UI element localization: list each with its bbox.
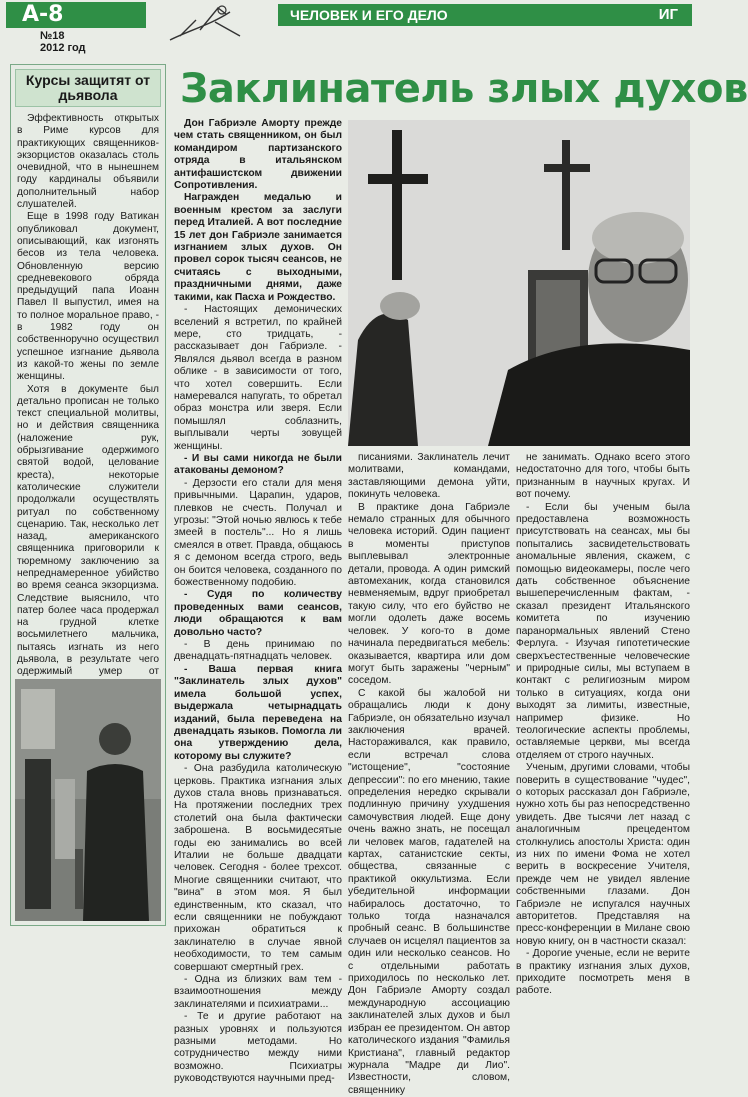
- article-lead-column: [174, 118, 342, 1085]
- issue-number: №18: [40, 30, 65, 42]
- header-sketch-image: [160, 0, 260, 46]
- rubric-title: ЧЕЛОВЕК И ЕГО ДЕЛО: [290, 7, 448, 23]
- sidebar-paragraph: Еще в 1998 году Ватикан опубликовал документ, описывающий, как изгонять бесов из тела человека. Обновленную версию средневекового обряда предыдущий папа Иоанн Павел II выпустил, имея на то полное моральное право, - в 1982 году он собственноручно осуществил успешное изгнание дьявола из какой-то жены по земле женщины.: [17, 211, 159, 383]
- article-paragraph: С какой бы жалобой ни обращались люди к дону Габриэле, он обязательно изучал заключения врачей. Настораживался, как правило, если встречал слова "истощение", "состояние депрессии": по его мнению, такие определения нередко скрывали подлинную причину ухудшения самочувствия людей. Еще дону очень важно знать, не посещал ли человек магов, гадателей на картах, сатанистские секты, общества, связанные с практикой оккультизма. Если убедительной информации набиралось достаточно, то только тогда назначался пробный сеанс. В большинстве случаев он исцелял пациентов за один или несколько сеансов. Но с отдельными работать приходилось по несколько лет. Дон Габриэле Аморту создал международную ассоциацию заклинателей злых духов и был избран ее президентом. Он автор католического издания "Фамилья Кристиана", главный редактор журнала "Мадре ди Лио". Известности, словом, священнику: [348, 687, 510, 1096]
- article-paragraph: - Настоящих демонических вселений я встретил, по крайней мере, сто тридцать, - рассказывает дон Габриэле. - Являлся дьявол всегда в разном облике - в зависимости от того, что хотел совершить. Если намеревался напугать, то обретал образ монстра или зверя. Если помышлял соблазнить, выплывали черты зовущей женщины.: [174, 304, 342, 452]
- issue-year: 2012 год: [40, 42, 86, 54]
- article-paragraph: Ученым, другими словами, чтобы поверить в существование "чудес", о которых рассказал дон Габриэле, нужно хоть бы раз непосредственно увидеть. Две тысячи лет назад с аналогичным прецедентом столкнулись апостолы Христа: один из них по имени Фома не хотел верить в воскресение Учителя, прежде чем не увидел явление собственными глазами. Дон Габриэле не испугался научных авторитетов. Представляя на пресс-конференции в Милане свою новую книгу, он в частности сказал:: [516, 762, 690, 947]
- sidebar-photo: [15, 679, 161, 921]
- article-paragraph: Награжден медалью и военным крестом за заслуги перед Италией. А вот последние 15 лет дон Габриэле занимается изгнанием злых духов. Он провел сорок тысяч сеансов, не считаясь с выходными, праздничными днями, даже такими, как Пасха и Рождество.: [174, 192, 342, 303]
- article-headline: Заклинатель злых духов: [180, 66, 748, 112]
- rubric-code: ИГ: [658, 6, 678, 23]
- issue-info: [40, 30, 140, 54]
- article-paragraph: - Дерзости его стали для меня привычными. Царапин, ударов, плевков не счесть. Получал и угрозы: "Этой ночью явлюсь к тебе змеей в постель"... Но я лишь смеялся в ответ. Правда, общаюсь я с демоном всегда строго, ведь он боится человека, созданного по божественному подобию.: [174, 477, 342, 589]
- sidebar-title: Курсы защитят от дьявола: [15, 69, 161, 107]
- article-column-3: [516, 452, 690, 997]
- article-paragraph: - Она разбудила католическую церковь. Практика изгнания злых духов стала вновь признаваться. На протяжении последних трех столетий она была фактически заброшена. В восьмидесятые годы ею занимались во всей Италии не больше двадцати человек. Сегодня - более трехсот. Многие священники считают, что "вина" в этом моя. Я был единственным, кто сказал, что если священники не побуждают прихожан обратиться к заклинателю в случае явной необходимости, то тем самым совершают смертный грех.: [174, 763, 342, 973]
- article-column-2: [348, 452, 510, 1096]
- article-paragraph: В практике дона Габриэле немало странных для обычного человека историй. Один пациент в моменты приступов выплевывал электронные детали, провода. А один римский автомеханик, когда становился невменяемым, вдруг приобретал такую силу, что его буйство не могли одолеть даже восемь человек. У кого-то в доме начинала передвигаться мебель: оказывается, квартира или дом могут быть заражены "черным" соседом.: [348, 501, 510, 687]
- article-paragraph: - Те и другие работают на разных уровнях и пользуются разными методами. Но сотрудничество между ними возможно. Психиатры руководствуются научными пред-: [174, 1011, 342, 1085]
- interview-question: - Судя по количеству проведенных вами сеансов, люди обращаются к вам довольно часто?: [174, 589, 342, 638]
- interview-question: - И вы сами никогда не были атакованы демоном?: [174, 452, 342, 477]
- sidebar-box: [10, 64, 166, 926]
- article-paragraph: писаниями. Заклинатель лечит молитвами, командами, заставляющими демона уйти, покинуть человека.: [348, 452, 510, 501]
- article-paragraph: - Если бы ученым была предоставлена возможность присутствовать на сеансах, мы бы попытались засвидетельствовать аномальные явления, скажем, с помощью видеокамеры, после чего дать собственное объяснение вышеперечисленным фактам, - сказал президент Итальянского комитета по изучению паранормальных явлений Стено Ферлуга. - Изучая гипотетические сверхъестественные человеческие и природные силы, мы вступаем в контакт с религиозным миром только в ситуациях, когда они выходят за лимиты, известные, например физике. Но теологические аспекты проблемы, оставляемые церкви, мы всегда отделяем от строго научных.: [516, 501, 690, 761]
- main-photo: [348, 120, 690, 446]
- article-paragraph: - Дорогие ученые, если не верите в практику изгнания злых духов, приходите посмотреть меня в работе.: [516, 948, 690, 997]
- article-paragraph: - Одна из близких вам тем - взаимоотношения между заклинателями и психиатрами...: [174, 974, 342, 1010]
- interview-question: - Ваша первая книга "Заклинатель злых духов" имела большой успех, выдержала четырнадцать изданий, была переведена на двенадцать языков. Помогла ли она утверждению дела, которому вы служите?: [174, 663, 342, 762]
- sidebar-paragraph: Хотя в документе был детально прописан не только текст специальной молитвы, но и действия священника (наложение рук, обрызгивание одержимого святой водой, целование креста), некоторые католические служители продолжали осуществлять ритуал по собственному сценарию. Так, несколько лет назад, американского священника приговорили к тюремному заключению за непреднамеренное убийство во время сеанса экзорцизма. Следствие выяснило, что патер более часа продержал на грудной клетке восьмилетнего мальчика, пытаясь изгнать из него дьявола, в результате чего одержимый умер от: [17, 383, 159, 678]
- sidebar-paragraph: Эффективность открытых в Риме курсов для практикующих священников-экзорцистов оказалась столь очевидной, что в нынешнем году кардиналы объявили дополнительный набор слушателей.: [17, 113, 159, 211]
- article-paragraph: - В день принимаю по двенадцать-пятнадцать человек.: [174, 639, 342, 663]
- article-paragraph: Дон Габриэле Аморту прежде чем стать священником, он был командиром партизанского отряда в итальянском антифашистском движении Сопротивления.: [174, 118, 342, 192]
- page-number: А-8: [6, 2, 146, 28]
- rubric-bar: [278, 4, 692, 26]
- article-paragraph: не занимать. Однако всего этого недостаточно для того, чтобы быть признанным в научных кругах. И вот почему.: [516, 452, 690, 501]
